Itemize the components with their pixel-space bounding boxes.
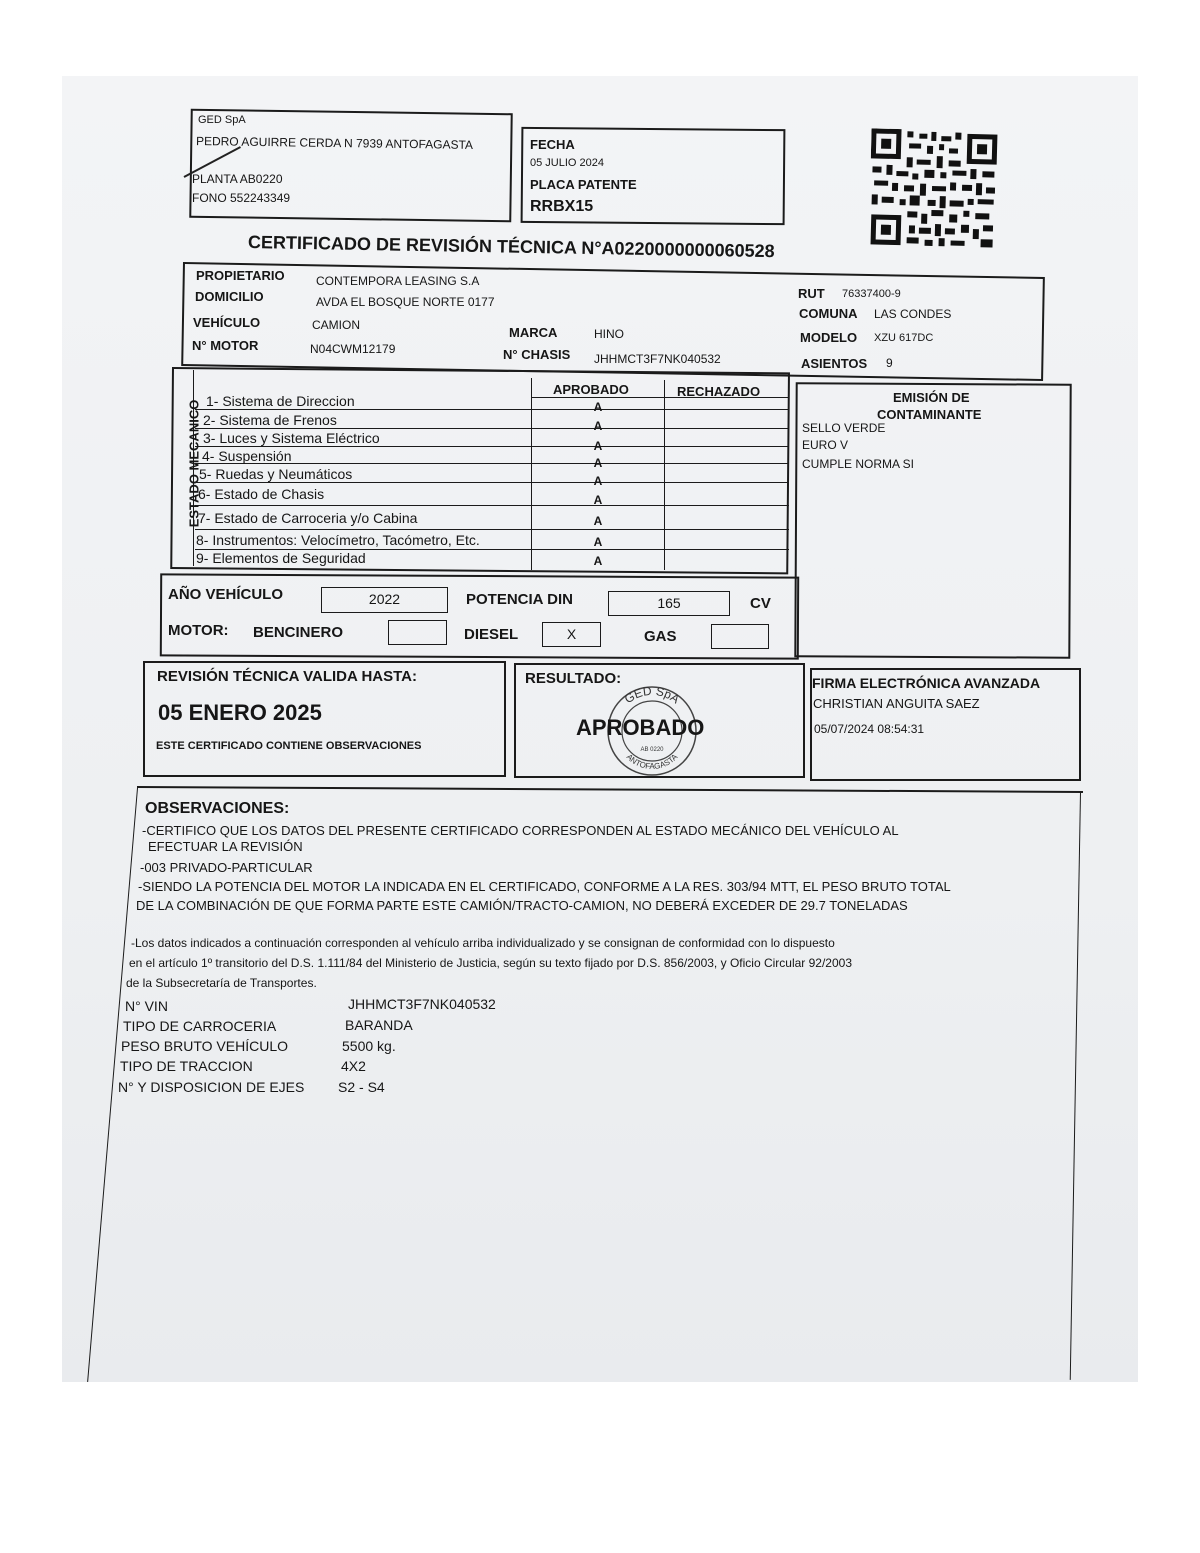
rut-label: RUT — [798, 286, 825, 301]
year-label: AÑO VEHÍCULO — [168, 586, 284, 603]
validity-label: REVISIÓN TÉCNICA VALIDA HASTA: — [157, 668, 418, 685]
brand-label: MARCA — [509, 325, 558, 340]
date-value: 05 JULIO 2024 — [530, 157, 604, 169]
motor-type-label: MOTOR: — [168, 622, 229, 639]
detail-label: N° Y DISPOSICION DE EJES — [118, 1079, 305, 1095]
emission-title-2: CONTAMINANTE — [877, 407, 982, 422]
address-label: DOMICILIO — [195, 289, 264, 304]
approved-mark: A — [593, 535, 603, 549]
inspection-item: 8- Instrumentos: Velocímetro, Tacómetro, Etc. — [196, 532, 480, 548]
inspection-item: 3- Luces y Sistema Eléctrico — [203, 430, 380, 446]
svg-text:ANTOFAGASTA — [625, 752, 680, 771]
observation-line: EFECTUAR LA REVISIÓN — [148, 839, 303, 854]
gas-label: GAS — [644, 628, 677, 645]
detail-value: S2 - S4 — [338, 1079, 385, 1095]
inspection-item: 7- Estado de Carroceria y/o Cabina — [198, 510, 418, 526]
observation-line: en el artículo 1º transitorio del D.S. 1.111/84 del Ministerio de Justicia, según su texto fijado por D.S. 856/2003, y Oficio Circular 92/2003 — [129, 956, 852, 970]
signature-datetime: 05/07/2024 08:54:31 — [814, 722, 925, 736]
observations-title: OBSERVACIONES: — [145, 800, 290, 817]
qr-code — [868, 128, 999, 249]
diesel-checkbox: X — [542, 622, 601, 647]
signer-name: CHRISTIAN ANGUITA SAEZ — [813, 696, 980, 711]
detail-label: TIPO DE CARROCERIA — [123, 1018, 277, 1034]
certificate-title: CERTIFICADO DE REVISIÓN TÉCNICA N°A0220000000060528 — [247, 232, 775, 262]
owner-label: PROPIETARIO — [196, 268, 285, 283]
inspection-item: 5- Ruedas y Neumáticos — [199, 466, 353, 482]
chassis-label: N° CHASIS — [503, 347, 571, 362]
motor-value: N04CWM12179 — [310, 342, 396, 356]
detail-label: TIPO DE TRACCION — [120, 1058, 253, 1074]
power-value: 165 — [608, 591, 730, 616]
signature-label: FIRMA ELECTRÓNICA AVANZADA — [812, 675, 1041, 691]
detail-value: 5500 kg. — [342, 1038, 396, 1054]
seats-label: ASIENTOS — [801, 356, 868, 371]
diesel-label: DIESEL — [464, 626, 519, 643]
address-value: AVDA EL BOSQUE NORTE 0177 — [316, 295, 495, 309]
emission-line: SELLO VERDE — [802, 421, 886, 435]
observation-line: -Los datos indicados a continuación corresponden al vehículo arriba individualizado y se consignan de conformidad con lo dispuesto — [131, 936, 835, 950]
gas-checkbox — [711, 624, 769, 649]
observation-line: -CERTIFICO QUE LOS DATOS DEL PRESENTE CERTIFICADO CORRESPONDEN AL ESTADO MECÁNICO DEL VEHÍCULO AL — [142, 823, 899, 838]
plate-label: PLACA PATENTE — [530, 177, 637, 192]
vehicle-value: CAMION — [312, 318, 360, 332]
date-label: FECHA — [530, 137, 575, 152]
approved-mark: A — [593, 554, 603, 568]
stamp-top-text: GED SpA — [621, 683, 683, 707]
approved-mark: A — [593, 419, 603, 433]
detail-value: BARANDA — [345, 1017, 413, 1033]
result-value: APROBADO — [576, 715, 705, 740]
approved-mark: A — [593, 439, 603, 453]
observation-line: de la Subsecretaría de Transportes. — [126, 976, 317, 990]
issuer-phone: FONO 552243349 — [192, 191, 291, 205]
comuna-value: LAS CONDES — [874, 307, 952, 321]
owner-value: CONTEMPORA LEASING S.A — [316, 274, 480, 288]
observation-line: -003 PRIVADO-PARTICULAR — [140, 860, 313, 875]
issuer-address: PEDRO AGUIRRE CERDA N 7939 ANTOFAGASTA — [195, 134, 474, 152]
rut-value: 76337400-9 — [842, 288, 901, 300]
inspection-item: 9- Elementos de Seguridad — [196, 550, 366, 566]
detail-label: N° VIN — [125, 998, 168, 1014]
emission-line: EURO V — [802, 438, 849, 452]
approved-mark: A — [593, 474, 603, 488]
validity-date: 05 ENERO 2025 — [158, 700, 322, 725]
plate-value: RRBX15 — [530, 198, 594, 215]
gasoline-checkbox — [388, 620, 447, 645]
power-label: POTENCIA DIN — [466, 591, 573, 608]
approved-mark: A — [593, 400, 603, 414]
detail-value: JHHMCT3F7NK040532 — [348, 996, 496, 1012]
model-value: XZU 617DC — [874, 332, 934, 344]
emission-title-1: EMISIÓN DE — [893, 390, 970, 405]
chassis-value: JHHMCT3F7NK040532 — [594, 352, 721, 366]
side-label: ESTADO MECANICO — [186, 399, 202, 528]
detail-label: PESO BRUTO VEHÍCULO — [121, 1038, 289, 1054]
inspection-item: 2- Sistema de Frenos — [203, 412, 337, 428]
inspection-item: 6- Estado de Chasis — [198, 486, 325, 502]
model-label: MODELO — [800, 330, 858, 345]
inspection-item: 1- Sistema de Direccion — [206, 393, 355, 409]
inspection-item: 4- Suspensión — [202, 448, 292, 464]
motor-label: N° MOTOR — [192, 338, 259, 353]
observation-line: DE LA COMBINACIÓN DE QUE FORMA PARTE ESTE CAMIÓN/TRACTO-CAMION, NO DEBERÁ EXCEDER DE 29.7 TONELADAS — [136, 898, 908, 913]
vehicle-label: VEHÍCULO — [193, 315, 261, 330]
stamp-mid-text: AB 0220 — [640, 747, 664, 753]
emission-line: CUMPLE NORMA SI — [802, 457, 915, 471]
col-approved: APROBADO — [553, 382, 629, 397]
issuer-plant: PLANTA AB0220 — [192, 172, 283, 186]
seats-value: 9 — [886, 356, 893, 370]
approved-mark: A — [593, 493, 603, 507]
approved-mark: A — [593, 514, 603, 528]
observation-line: -SIENDO LA POTENCIA DEL MOTOR LA INDICADA EN EL CERTIFICADO, CONFORME A LA RES. 303/94 MTT, EL PESO BRUTO TOTAL — [138, 879, 951, 894]
comuna-label: COMUNA — [799, 306, 858, 321]
col-rejected: RECHAZADO — [677, 384, 761, 399]
power-unit: CV — [750, 595, 771, 612]
year-value: 2022 — [321, 587, 448, 613]
gasoline-label: BENCINERO — [253, 624, 344, 641]
result-label: RESULTADO: — [525, 670, 622, 687]
brand-value: HINO — [594, 327, 624, 341]
issuer-company: GED SpA — [198, 114, 246, 126]
approved-mark: A — [593, 456, 603, 470]
detail-value: 4X2 — [341, 1058, 366, 1074]
stamp-bottom-text: ANTOFAGASTA — [624, 752, 680, 771]
validity-note: ESTE CERTIFICADO CONTIENE OBSERVACIONES — [156, 740, 422, 752]
